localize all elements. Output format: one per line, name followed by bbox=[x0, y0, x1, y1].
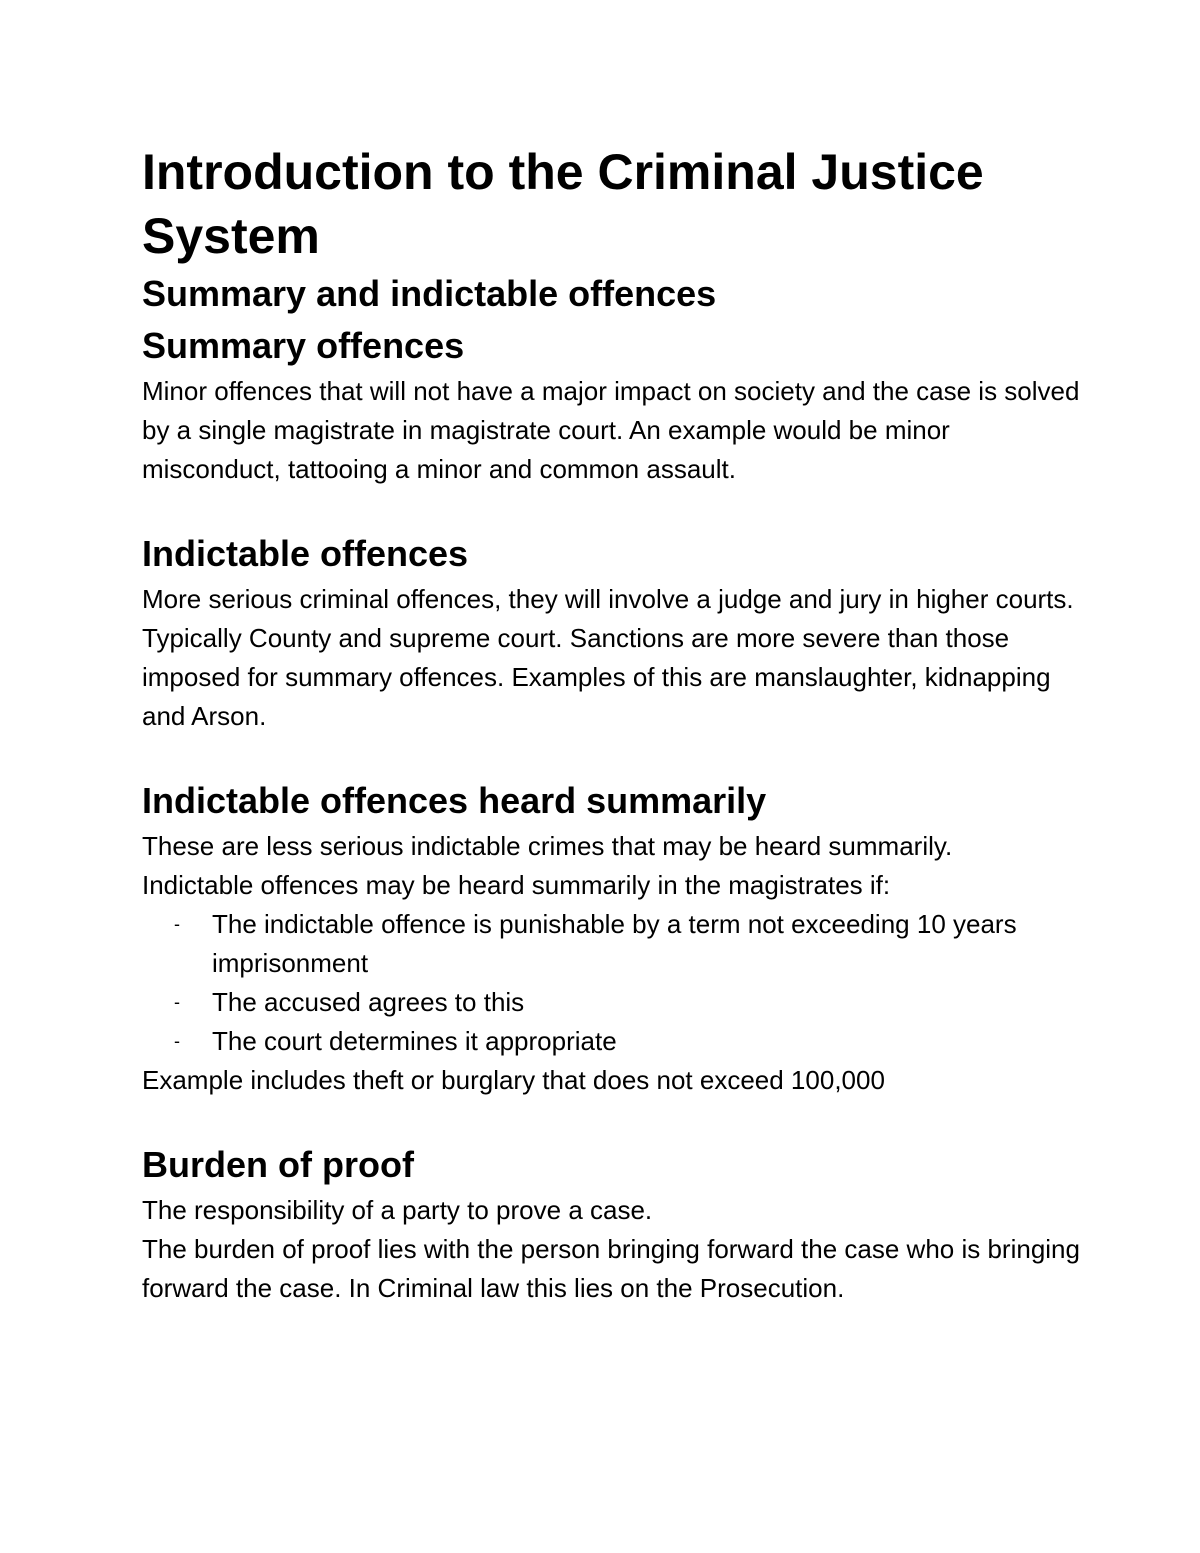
section-heading: Summary and indictable offences bbox=[142, 273, 717, 314]
heard-summarily-intro: These are less serious indictable crimes that may be heard summarily. bbox=[142, 831, 953, 861]
summary-offences-heading: Summary offences bbox=[142, 325, 465, 366]
summary-offences-text: Minor offences that will not have a major impact on society and the case is solved by a single magistrate in magistrate court. An example would be minor misconduct, tattooing a minor and common assault. bbox=[142, 376, 1080, 484]
conditions-list bbox=[142, 905, 1082, 1061]
heard-summarily-heading: Indictable offences heard summarily bbox=[142, 780, 767, 821]
document-title: Introduction to the Criminal Justice System bbox=[142, 144, 984, 264]
dash-bullet-icon: - bbox=[174, 992, 180, 1012]
burden-of-proof-heading: Burden of proof bbox=[142, 1144, 414, 1185]
list-item-text: The court determines it appropriate bbox=[212, 1026, 617, 1056]
dash-bullet-icon: - bbox=[174, 1031, 180, 1051]
burden-of-proof-text: The burden of proof lies with the person bringing forward the case who is bringing forward the case. In Criminal law this lies on the Prosecution. bbox=[142, 1234, 1080, 1303]
heard-summarily-condition-intro: Indictable offences may be heard summarily in the magistrates if: bbox=[142, 870, 891, 900]
spacer bbox=[142, 736, 1082, 775]
heard-summarily-example: Example includes theft or burglary that does not exceed 100,000 bbox=[142, 1065, 885, 1095]
burden-of-proof-definition: The responsibility of a party to prove a case. bbox=[142, 1195, 653, 1225]
spacer bbox=[142, 489, 1082, 528]
document-page bbox=[142, 140, 1082, 1308]
spacer bbox=[142, 1100, 1082, 1139]
list-item-text: The accused agrees to this bbox=[212, 987, 525, 1017]
list-item-text: The indictable offence is punishable by a term not exceeding 10 years imprisonment bbox=[212, 909, 1017, 978]
list-item bbox=[142, 905, 1082, 983]
list-item bbox=[142, 1022, 1082, 1061]
indictable-offences-heading: Indictable offences bbox=[142, 533, 469, 574]
indictable-offences-text: More serious criminal offences, they will involve a judge and jury in higher courts. Typically County and supreme court. Sanctions are more severe than those imposed for summary offences. Examples of this are manslaughter, kidnapping and Arson. bbox=[142, 584, 1074, 731]
dash-bullet-icon: - bbox=[174, 914, 180, 934]
list-item bbox=[142, 983, 1082, 1022]
